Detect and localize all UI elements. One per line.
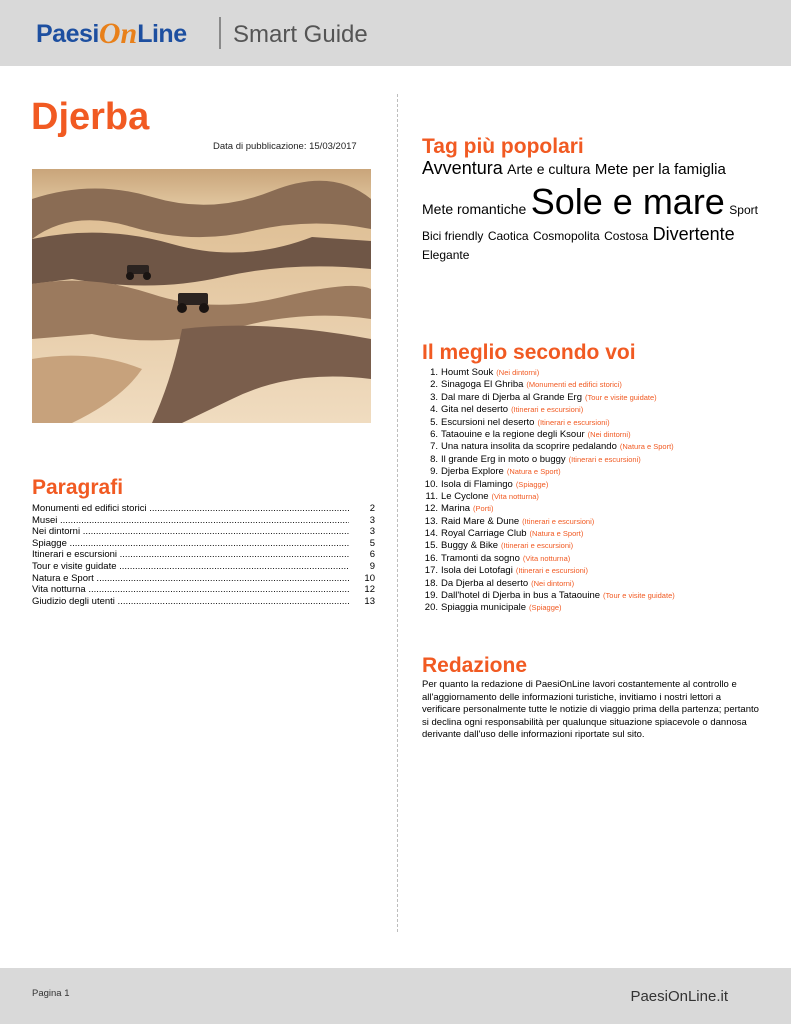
best-item-name: Dal mare di Djerba al Grande Erg	[441, 391, 582, 403]
best-list-item[interactable]	[422, 367, 767, 379]
best-item-category: (Porti)	[473, 504, 494, 514]
best-item-number: 17.	[424, 565, 438, 577]
toc-row[interactable]	[32, 573, 375, 585]
tag-link[interactable]: Divertente	[652, 224, 735, 245]
best-item-name: Il grande Erg in moto o buggy	[441, 453, 566, 465]
column-divider	[397, 94, 398, 932]
desert-dunes-buggies-photo	[32, 169, 371, 423]
best-item-name: Tramonti da sogno	[441, 552, 520, 564]
toc-label: Giudizio degli utenti .....	[32, 596, 349, 608]
toc-row[interactable]	[32, 538, 375, 550]
toc-row[interactable]	[32, 549, 375, 561]
best-list-item[interactable]	[422, 516, 767, 528]
logo-text-paesi: Paesi	[36, 19, 99, 48]
best-item-number: 16.	[424, 552, 438, 564]
header-subtitle: Smart Guide	[233, 21, 368, 48]
paragrafi-heading: Paragrafi	[32, 476, 124, 499]
table-of-contents	[32, 503, 375, 607]
best-item-number: 19.	[424, 590, 438, 602]
best-item-number: 7.	[430, 441, 438, 453]
toc-page-number: 5	[369, 537, 375, 549]
best-item-name: Isola di Flamingo	[441, 478, 513, 490]
best-item-number: 6.	[430, 428, 438, 440]
best-item-category: (Nei dintorni)	[496, 368, 540, 377]
best-item-category: (Monumenti ed edifici storici)	[526, 380, 622, 390]
best-item-number: 13.	[424, 515, 438, 527]
best-list-item[interactable]	[422, 379, 767, 391]
best-item-number: 20.	[424, 602, 438, 614]
best-item-name: Escursioni nel deserto	[441, 416, 535, 428]
logo-text-line: Line	[137, 19, 187, 48]
best-item-number: 14.	[424, 528, 438, 540]
toc-page-number: 12	[364, 584, 375, 596]
best-item-category: (Itinerari e escursioni)	[522, 516, 595, 526]
best-item-number: 15.	[424, 540, 438, 552]
best-item-name: Dall'hotel di Djerba in bus a Tataouine	[441, 590, 601, 602]
toc-page-number: 10	[364, 572, 375, 584]
best-item-category: (Natura e Sport)	[529, 529, 584, 539]
tag-link[interactable]: Cosmopolita	[532, 229, 600, 244]
best-item-category: (Nei dintorni)	[587, 429, 631, 439]
best-item-category: (Itinerari e escursioni)	[501, 541, 574, 551]
footer-site-link[interactable]: PaesiOnLine.it	[630, 988, 728, 1005]
best-list-item[interactable]	[422, 528, 767, 540]
toc-label: Spiagge .....	[32, 538, 349, 550]
tags-heading: Tag più popolari	[422, 135, 584, 158]
best-item-number: 3.	[430, 391, 438, 403]
best-list-item[interactable]	[422, 540, 767, 552]
best-list-item[interactable]	[422, 491, 767, 503]
toc-row[interactable]	[32, 503, 375, 515]
best-item-category: (Spiagge)	[515, 479, 549, 489]
best-list-item[interactable]	[422, 565, 767, 577]
publication-date: Data di pubblicazione: 15/03/2017	[213, 141, 357, 152]
toc-row[interactable]	[32, 526, 375, 538]
best-item-name: Raid Mare & Dune	[441, 515, 520, 527]
best-item-number: 8.	[430, 453, 438, 465]
best-item-name: Sinagoga El Ghriba	[441, 379, 524, 391]
toc-label: Monumenti ed edifici storici .....	[32, 503, 349, 515]
best-item-category: (Nei dintorni)	[531, 578, 575, 588]
best-list-item[interactable]	[422, 503, 767, 515]
toc-row[interactable]	[32, 584, 375, 596]
best-item-category: (Spiagge)	[529, 603, 562, 613]
best-item-name: Buggy & Bike	[441, 540, 499, 552]
best-item-name: Gita nel deserto	[441, 404, 509, 416]
footer-page-number: Pagina 1	[32, 988, 70, 999]
best-item-name: Houmt Souk	[441, 367, 494, 378]
tag-link[interactable]: Sole e mare	[530, 181, 725, 223]
best-item-name: Da Djerba al deserto	[441, 577, 529, 589]
tag-link[interactable]: Elegante	[422, 247, 470, 262]
toc-row[interactable]	[32, 515, 375, 527]
toc-page-number: 13	[364, 595, 375, 607]
best-list-item[interactable]	[422, 454, 767, 466]
best-list-item[interactable]	[422, 578, 767, 590]
best-item-number: 9.	[430, 466, 438, 478]
best-item-name: Isola dei Lotofagi	[441, 565, 513, 577]
redazione-heading: Redazione	[422, 654, 528, 677]
toc-page-number: 6	[369, 549, 375, 561]
toc-label: Natura e Sport .....	[32, 573, 349, 585]
paesionline-logo[interactable]	[36, 16, 187, 52]
best-list-item[interactable]	[422, 553, 767, 565]
best-item-category: (Vita notturna)	[491, 491, 539, 501]
tag-link[interactable]: Bici friendly	[422, 229, 484, 244]
best-item-name: Le Cyclone	[441, 490, 489, 502]
toc-label: Itinerari e escursioni .....	[32, 549, 349, 561]
best-item-category: (Vita notturna)	[522, 553, 571, 563]
toc-label: Musei .....	[32, 515, 349, 527]
best-item-number: 11.	[425, 490, 438, 502]
best-item-category: (Natura e Sport)	[619, 442, 674, 452]
tag-link[interactable]: Mete romantiche	[422, 201, 527, 218]
tag-link[interactable]: Avventura	[422, 158, 503, 178]
best-item-category: (Tour e visite guidate)	[584, 392, 657, 402]
best-item-name: Marina	[441, 503, 471, 515]
toc-label: Tour e visite guidate .....	[32, 561, 349, 573]
toc-page-number: 3	[369, 514, 375, 526]
best-item-name: Una natura insolita da scoprire pedalando	[441, 441, 617, 453]
best-heading: Il meglio secondo voi	[422, 341, 636, 364]
best-item-category: (Itinerari e escursioni)	[511, 405, 584, 415]
desert-photo-illustration	[32, 169, 371, 423]
toc-label: Nei dintorni .....	[32, 526, 349, 538]
logo-text-on: On	[98, 17, 138, 50]
best-list-item[interactable]	[422, 590, 767, 602]
best-item-number: 2.	[430, 379, 438, 391]
tag-cloud	[422, 158, 767, 264]
best-item-category: (Natura e Sport)	[506, 467, 561, 477]
best-list-item[interactable]	[422, 417, 767, 429]
best-item-name: Djerba Explore	[441, 466, 504, 478]
tag-link[interactable]: Costosa	[604, 229, 649, 244]
toc-row[interactable]	[32, 596, 375, 608]
page-header	[0, 0, 791, 66]
best-item-category: (Itinerari e escursioni)	[515, 566, 588, 576]
tag-link[interactable]: Sport	[729, 203, 758, 218]
best-list-item[interactable]	[422, 404, 767, 416]
toc-label: Vita notturna .....	[32, 584, 349, 596]
best-item-name: Spiaggia municipale	[441, 602, 527, 614]
tag-link[interactable]: Arte e cultura	[507, 161, 591, 177]
tag-link[interactable]: Mete per la famiglia	[594, 161, 726, 178]
best-list-item[interactable]	[422, 429, 767, 441]
best-item-category: (Tour e visite guidate)	[603, 591, 675, 601]
redazione-text: Per quanto la redazione di PaesiOnLine lavori costantemente al controllo e all'aggiornamento delle informazioni turistiche, invitiamo i nostri lettori a verificare personalmente tutte le notizie di viaggio prima della partenza; pertanto si declina ogni responsabilità per qualunque situazione spiacevole o dannosa derivante dall'uso delle informazioni riportate sul sito.	[422, 679, 759, 741]
best-item-number: 10.	[424, 478, 438, 490]
best-item-number: 18.	[424, 577, 438, 589]
toc-page-number: 3	[369, 526, 375, 538]
tag-link[interactable]: Caotica	[487, 229, 529, 244]
best-list-item[interactable]	[422, 466, 767, 478]
best-item-number: 5.	[430, 416, 438, 428]
best-item-name: Tataouine e la regione degli Ksour	[441, 428, 585, 440]
best-item-name: Royal Carriage Club	[441, 528, 527, 540]
best-item-number: 4.	[430, 404, 438, 416]
page-footer	[0, 968, 791, 1024]
best-list-item[interactable]	[422, 479, 767, 491]
best-list-item[interactable]	[422, 392, 767, 404]
best-list-item[interactable]	[422, 441, 767, 453]
best-item-category: (Itinerari e escursioni)	[568, 454, 641, 464]
toc-row[interactable]	[32, 561, 375, 573]
best-item-category: (Itinerari e escursioni)	[537, 417, 610, 427]
toc-page-number: 2	[369, 503, 375, 514]
page-title: Djerba	[31, 96, 150, 138]
best-item-number: 1.	[430, 367, 438, 378]
best-list-item[interactable]	[422, 602, 767, 614]
header-divider	[219, 17, 221, 49]
toc-page-number: 9	[369, 560, 375, 572]
best-item-number: 12.	[424, 503, 438, 515]
best-list	[422, 367, 767, 615]
